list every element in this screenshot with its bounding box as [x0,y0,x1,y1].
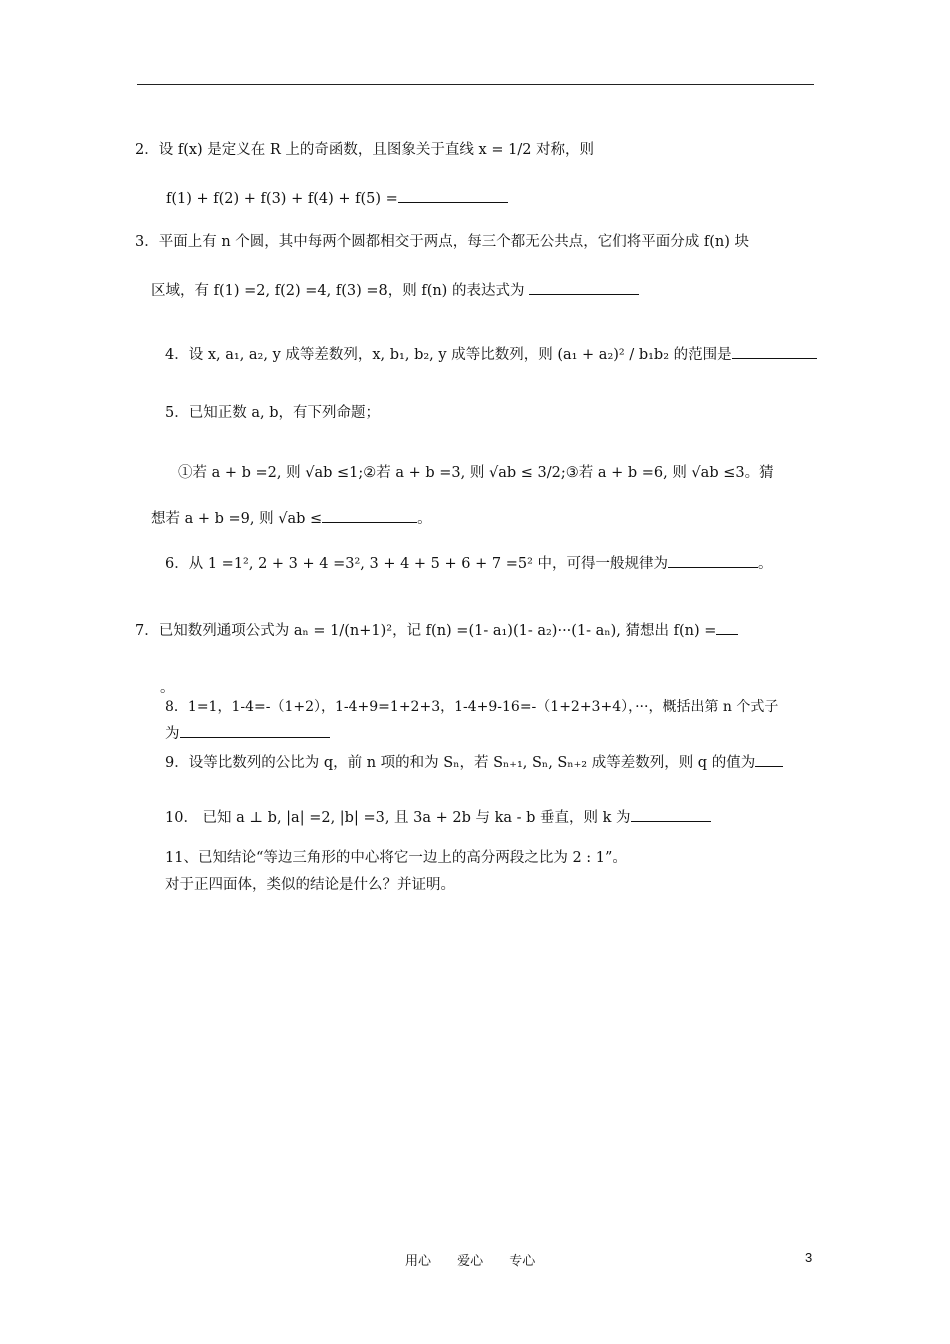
problem-4-text: 4．设 x, a₁, a₂, y 成等差数列，x, b₁, b₂, y 成等比数列，则 (a₁ + a₂)² / b₁b₂ 的范围是 [165,347,732,363]
problem-11-line-1: 11、已知结论“等边三角形的中心将它一边上的高分两段之比为 2 : 1”。 [165,850,627,866]
problem-6: 6．从 1 =1², 2 + 3 + 4 =3², 3 + 4 + 5 + 6 + 7 =5² 中，可得一般规律为 。 [165,553,773,574]
problem-6-text: 6．从 1 =1², 2 + 3 + 4 =3², 3 + 4 + 5 + 6 + 7 =5² 中，可得一般规律为 [165,556,669,572]
problem-3-text: 区域，有 f(1) =2, f(2) =4, f(3) =8，则 f(n) 的表达式为 [151,283,525,299]
answer-blank [716,620,738,635]
problem-10 [165,807,711,828]
problem-10-text: 10． 已知 a ⊥ b, |a| =2, |b| =3, 且 3a + 2b 与 ka - b 垂直，则 k 为 [165,810,631,826]
answer-blank [732,344,817,359]
problem-5-line-2: ①若 a + b =2, 则 √ab ≤1;②若 a + b =3, 则 √ab ≤ 3/2;③若 a + b =6, 则 √ab ≤3。猜 [178,465,774,481]
problem-9-text: 9．设等比数列的公比为 q，前 n 项的和为 Sₙ，若 Sₙ₊₁, Sₙ, Sₙ₊₂ 成等差数列，则 q 的值为 [165,755,756,771]
answer-blank [631,807,711,822]
problem-4 [165,344,817,365]
problem-5-line-3: 想若 a + b =9, 则 √ab ≤ 。 [151,508,432,529]
answer-blank [398,188,508,203]
problem-2-line-1: 2．设 f(x) 是定义在 R 上的奇函数，且图象关于直线 x = 1/2 对称，则 [135,142,595,158]
problem-2-expression: f(1) + f(2) + f(3) + f(4) + f(5) = [166,191,398,207]
problem-8-line-2 [165,723,330,744]
problem-5-text: 想若 a + b =9, 则 √ab ≤ [151,511,323,527]
page-number: 3 [805,1250,813,1265]
problem-7-text: 7．已知数列通项公式为 aₙ = 1/(n+1)²，记 f(n) =(1- a₁)(1- a₂)···(1- aₙ), 猜想出 f(n) = [135,623,717,639]
answer-blank [755,752,783,767]
problem-11-line-2: 对于正四面体，类似的结论是什么？并证明。 [165,877,455,893]
problem-7-line-1 [135,620,738,641]
problem-8-text: 为 [165,726,180,742]
problem-7-line-2: 。 [160,680,175,696]
problem-2-line-2 [166,188,508,209]
problem-5-line-1: 5．已知正数 a, b，有下列命题； [165,405,380,421]
problem-8-line-1: 8．1=1，1-4=-（1+2），1-4+9=1+2+3，1-4+9-16=-（1+2+3+4），···，概括出第 n 个式子 [165,699,779,715]
footer-slogan: 用心 爱心 专心 [405,1254,536,1269]
answer-blank [322,508,417,523]
problem-9 [165,752,783,773]
answer-blank [180,723,330,738]
answer-blank [668,553,758,568]
problem-3-line-2 [151,280,639,301]
problem-3-line-1: 3．平面上有 n 个圆，其中每两个圆都相交于两点，每三个都无公共点，它们将平面分成 f(n) 块 [135,234,750,250]
header-rule [137,84,814,85]
answer-blank [529,280,639,295]
